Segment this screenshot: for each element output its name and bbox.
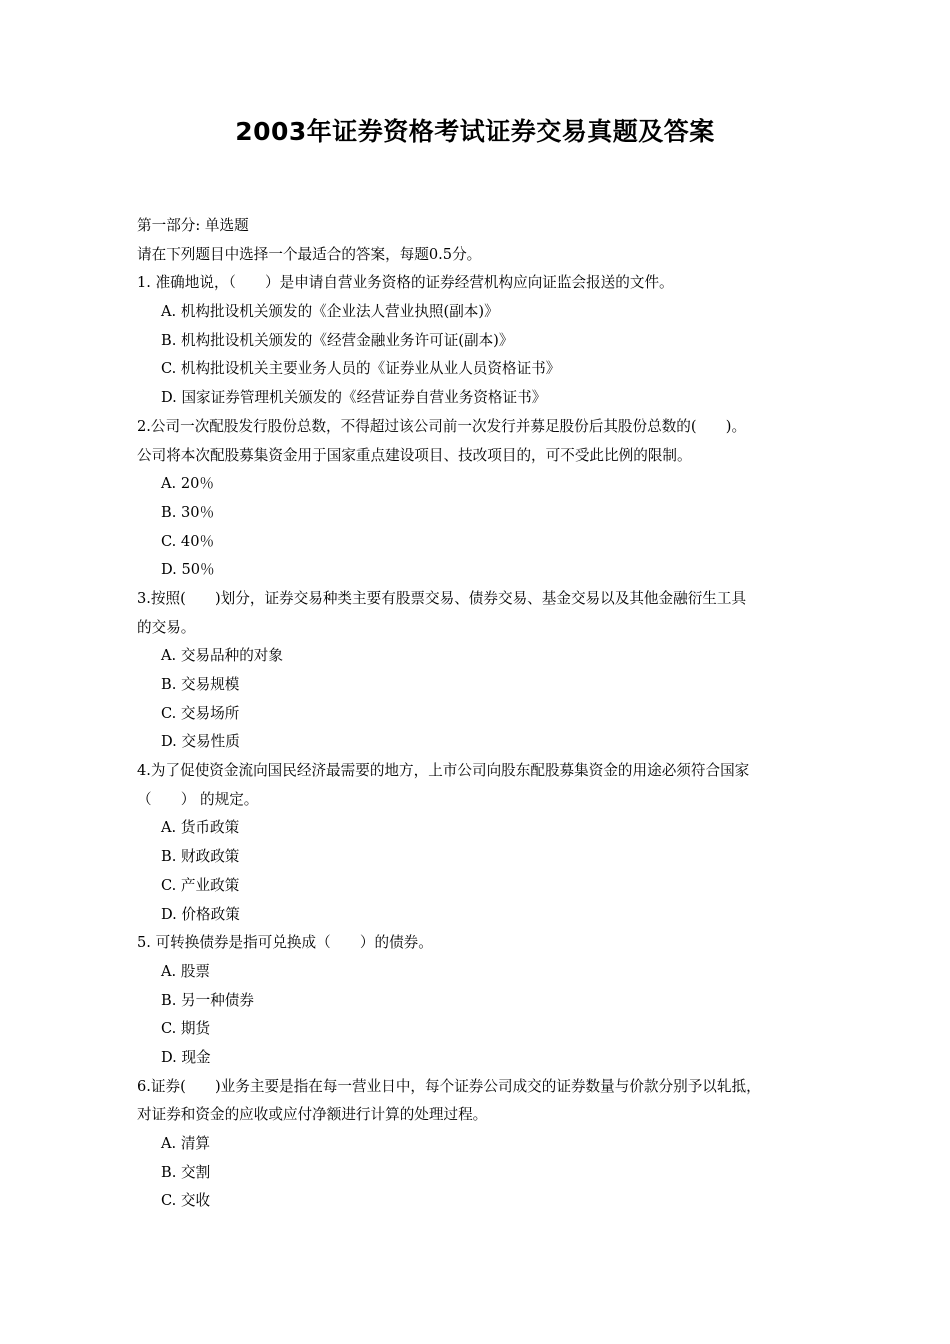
option-b: B. 交割: [161, 1163, 211, 1181]
question-5: [137, 929, 857, 1072]
option-d: D. 现金: [161, 1048, 211, 1066]
option-a: A. 股票: [161, 962, 211, 980]
option-c: C. 机构批设机关主要业务人员的《证券业从业人员资格证书》: [161, 360, 561, 378]
question-stem: 5. 可转换债券是指可兑换成（ ）的债券。: [137, 934, 433, 952]
option-a: A. 机构批设机关颁发的《企业法人营业执照(副本)》: [161, 303, 499, 321]
option-c: C. 交易场所: [161, 704, 240, 722]
instructions: 请在下列题目中选择一个最适合的答案，每题0.5分。: [137, 245, 482, 263]
option-b: B. 另一种债券: [161, 991, 254, 1009]
question-stem: 4.为了促使资金流向国民经济最需要的地方，上市公司向股东配股募集资金的用途必须符合国家: [137, 762, 750, 780]
question-stem: 3.按照( )划分，证券交易种类主要有股票交易、债券交易、基金交易以及其他金融衍生工具: [137, 589, 747, 607]
question-2: [137, 413, 857, 585]
option-c: C. 产业政策: [161, 876, 240, 894]
option-a: A. 交易品种的对象: [161, 647, 283, 665]
option-b: B. 交易规模: [161, 676, 240, 693]
question-1: [137, 269, 857, 412]
question-stem-continued: 的交易。: [137, 618, 196, 636]
question-stem: 1. 准确地说，（ ）是申请自营业务资格的证券经营机构应向证监会报送的文件。: [137, 274, 674, 292]
option-a: A. 清算: [161, 1135, 211, 1152]
question-6: [137, 1073, 857, 1216]
option-a: A. 货币政策: [161, 819, 240, 837]
option-d: D. 50％: [161, 561, 215, 579]
section-title: 第一部分: 单选题: [137, 217, 249, 234]
option-c: C. 40％: [161, 532, 215, 550]
question-stem: 6.证券( )业务主要是指在每一营业日中，每个证券公司成交的证券数量与价款分别予以轧抵，: [137, 1077, 761, 1095]
option-c: C. 期货: [161, 1020, 211, 1038]
option-d: D. 交易性质: [161, 733, 240, 751]
question-3: [137, 585, 857, 757]
option-b: B. 30％: [161, 503, 215, 521]
document-title: 2003年证券资格考试证券交易真题及答案: [235, 117, 715, 146]
option-d: D. 价格政策: [161, 905, 240, 923]
exam-content: [137, 212, 857, 1216]
option-c: C. 交收: [161, 1192, 211, 1210]
question-stem-continued: 公司将本次配股募集资金用于国家重点建设项目、技改项目的，可不受此比例的限制。: [137, 446, 692, 464]
option-d: D. 国家证券管理机关颁发的《经营证券自营业务资格证书》: [161, 389, 547, 407]
option-b: B. 财政政策: [161, 848, 240, 866]
option-b: B. 机构批设机关颁发的《经营金融业务许可证(副本)》: [161, 331, 514, 349]
question-4: [137, 757, 857, 929]
question-stem-continued: 对证券和资金的应收或应付净额进行计算的处理过程。: [137, 1106, 488, 1124]
question-stem-continued: （ ） 的规定。: [137, 790, 259, 808]
option-a: A. 20％: [161, 475, 214, 493]
question-stem: 2.公司一次配股发行股份总数，不得超过该公司前一次发行并募足股份后其股份总数的( )。: [137, 417, 747, 435]
